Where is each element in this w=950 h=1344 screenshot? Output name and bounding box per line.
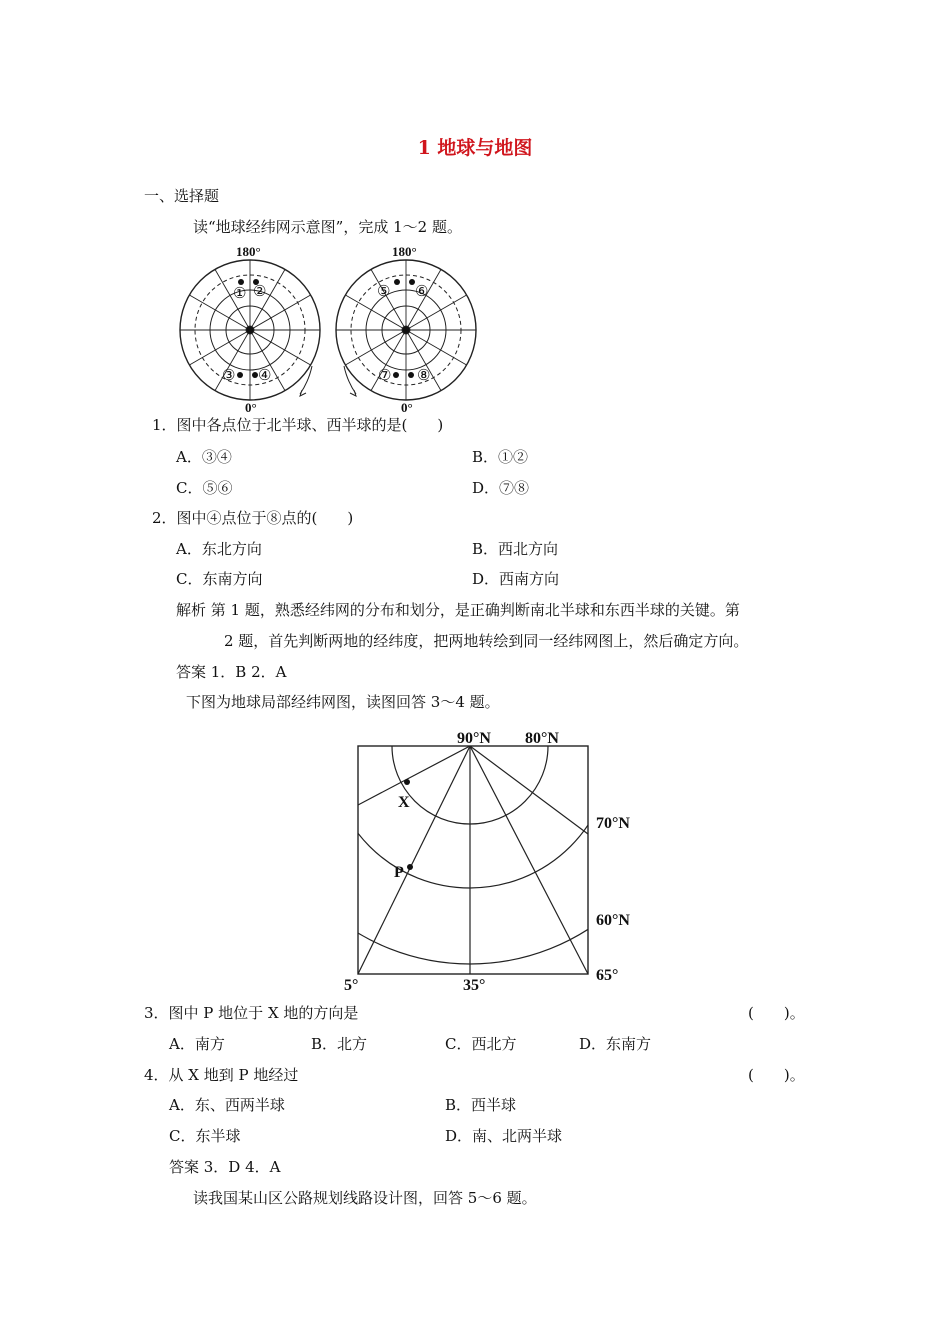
right-bottom-label: 0° xyxy=(401,400,413,415)
point-8-label: ⑧ xyxy=(417,368,431,384)
analysis-line-2: 2 题，首先判断两地的经纬度，把两地转绘到同一经纬网图上，然后确定方向。 xyxy=(224,632,749,650)
answer-1-2: 答案 1．B 2．A xyxy=(176,663,287,681)
meridian-line xyxy=(406,295,467,330)
question-3-stem: 3．图中 P 地位于 X 地的方向是 xyxy=(144,1004,359,1022)
point-7-label: ⑦ xyxy=(378,368,392,384)
polar-graticule-figure xyxy=(172,244,490,416)
right-polar-map xyxy=(336,260,476,400)
question-1-stem: 1．图中各点位于北半球、西半球的是( ) xyxy=(152,416,444,434)
question-4-option-d: D．南、北两半球 xyxy=(445,1127,563,1145)
question-1-option-c: C．⑤⑥ xyxy=(176,479,233,497)
right-top-label: 180° xyxy=(392,244,417,259)
answer-3-4: 答案 3．D 4．A xyxy=(169,1158,281,1176)
label-65-degrees: 65° xyxy=(596,967,619,984)
analysis-line-1: 解析 第 1 题，熟悉经纬网的分布和划分，是正确判断南北半球和东西半球的关键。第 xyxy=(176,601,740,619)
local-graticule-figure xyxy=(340,724,650,994)
point-2-label: ② xyxy=(253,284,267,300)
point-5-label: ⑤ xyxy=(377,284,391,300)
point-4-label: ④ xyxy=(258,368,272,384)
question-3-option-b: B．北方 xyxy=(311,1035,368,1053)
question-2-option-d: D．西南方向 xyxy=(472,570,560,588)
question-4-stem: 4．从 X 地到 P 地经过 xyxy=(144,1066,299,1084)
question-4-option-b: B．西半球 xyxy=(445,1096,517,1114)
meridian-line xyxy=(250,295,311,330)
label-35-degrees: 35° xyxy=(463,977,486,994)
question-3-option-c: C．西北方 xyxy=(445,1035,517,1053)
question-2-stem: 2．图中④点位于⑧点的( ) xyxy=(152,509,354,527)
question-4-option-a: A．东、西两半球 xyxy=(169,1096,285,1114)
section-heading: 一、选择题 xyxy=(144,187,220,205)
meridian-line xyxy=(345,330,406,365)
question-2-option-b: B．西北方向 xyxy=(472,540,559,558)
point-p-label: P xyxy=(394,864,404,881)
point-x-label: X xyxy=(398,794,410,811)
question-3-option-a: A．南方 xyxy=(169,1035,225,1053)
meridian-line xyxy=(250,330,311,365)
label-5-degrees: 5° xyxy=(344,977,359,994)
point-1-label: ① xyxy=(233,286,247,302)
question-4-option-c: C．东半球 xyxy=(169,1127,241,1145)
meridian-line xyxy=(345,295,406,330)
label-80n: 80°N xyxy=(525,730,559,747)
question-1-option-b: B．①② xyxy=(472,448,529,466)
question-2-option-a: A．东北方向 xyxy=(176,540,262,558)
question-3-bracket: ( )。 xyxy=(748,1004,805,1022)
meridian-line xyxy=(189,330,250,365)
label-90n: 90°N xyxy=(457,730,491,747)
left-bottom-label: 0° xyxy=(245,400,257,415)
label-70n: 70°N xyxy=(596,815,630,832)
label-60n: 60°N xyxy=(596,912,630,929)
question-1-option-a: A．③④ xyxy=(176,448,232,466)
point-3-label: ③ xyxy=(222,368,236,384)
question-2-option-c: C．东南方向 xyxy=(176,570,263,588)
meridian-line xyxy=(406,330,467,365)
question-4-bracket: ( )。 xyxy=(748,1066,805,1084)
intro-text: 读“地球经纬网示意图”，完成 1～2 题。 xyxy=(193,218,462,236)
page-title: 1 地球与地图 xyxy=(417,137,533,159)
intro-text-2: 下图为地球局部经纬网图，读图回答 3～4 题。 xyxy=(186,693,500,711)
point-6-label: ⑥ xyxy=(415,284,429,300)
question-1-option-d: D．⑦⑧ xyxy=(472,479,530,497)
question-3-option-d: D．东南方 xyxy=(579,1035,652,1053)
intro-text-3: 读我国某山区公路规划线路设计图，回答 5～6 题。 xyxy=(193,1189,537,1207)
left-top-label: 180° xyxy=(236,244,261,259)
left-polar-map xyxy=(180,260,320,400)
